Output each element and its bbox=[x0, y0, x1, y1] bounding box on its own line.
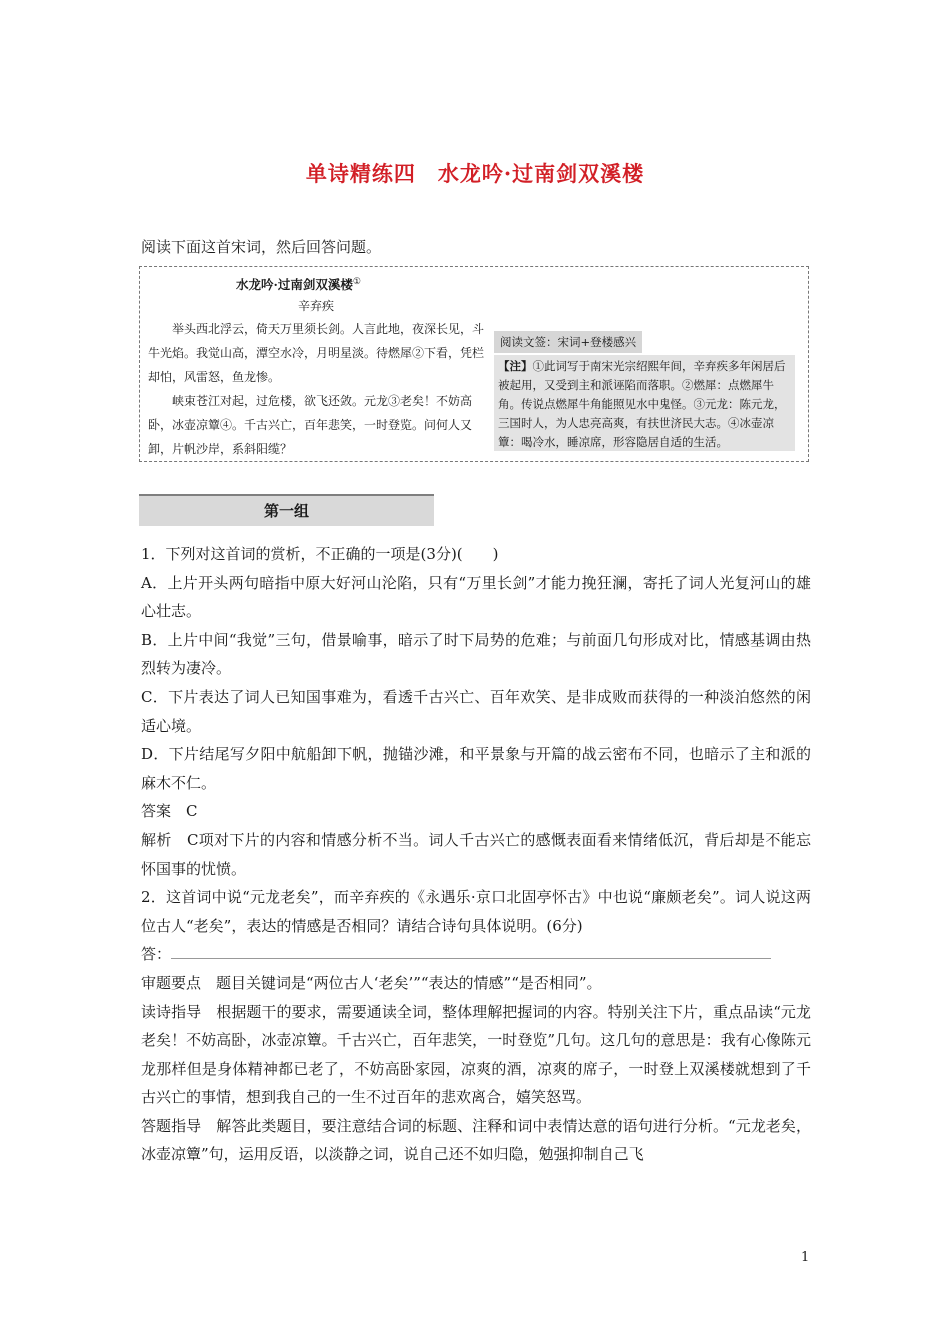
analysis-1: 解析 C项对下片的内容和情感分析不当。词人千古兴亡的感慨表面看来情绪低沉，背后却是不能忘怀国事的忧愤。 bbox=[141, 830, 811, 878]
poem-box bbox=[139, 266, 809, 462]
answer-guide: 答题指导 解答此类题目，要注意结合词的标题、注释和词中表情达意的语句进行分析。“元龙老矣，冰壶凉簟”句，运用反语，以淡静之词，说自己还不如归隐，勉强抑制自己飞 bbox=[141, 1116, 811, 1164]
poem-stanza-1: 举头西北浮云，倚天万里须长剑。人言此地，夜深长见，斗牛光焰。我觉山高，潭空水冷，月明星淡。待燃犀②下看，凭栏却怕，风雷怒，鱼龙惨。 bbox=[148, 322, 485, 384]
poem-stanza-2: 峡束苍江对起，过危楼，欲飞还敛。元龙③老矣！不妨高卧，冰壶凉簟④。千古兴亡，百年悲笑，一时登览。问何人又卸，片帆沙岸，系斜阳缆？ bbox=[148, 394, 473, 456]
poem-notes: 【注】①此词写于南宋光宗绍熙年间，辛弃疾多年闲居后被起用，又受到主和派诬陷而落职。②燃犀：点燃犀牛角。传说点燃犀牛角能照见水中鬼怪。③元龙：陈元龙，三国时人，为人忠亮高爽，有扶世济民大志。④冰壶凉簟：喝冷水，睡凉席，形容隐居自适的生活。 bbox=[494, 355, 795, 451]
option-a: A．上片开头两句暗指中原大好河山沦陷，只有“万里长剑”才能力挽狂澜，寄托了词人光复河山的雄心壮志。 bbox=[141, 573, 811, 621]
question-1-stem: 1．下列对这首词的赏析，不正确的一项是(3分)( ) bbox=[141, 545, 499, 563]
option-c: C．下片表达了词人已知国事难为，看透千古兴亡、百年欢笑、是非成败而获得的一种淡泊悠然的闲适心境。 bbox=[141, 687, 811, 735]
group-heading: 第一组 bbox=[139, 494, 434, 526]
option-d: D．下片结尾写夕阳中航船卸下帆，抛锚沙滩，和平景象与开篇的战云密布不同，也暗示了主和派的麻木不仁。 bbox=[141, 745, 811, 792]
reading-guide: 读诗指导 根据题干的要求，需要通读全词，整体理解把握词的内容。特别关注下片，重点品读“元龙老矣！不妨高卧，冰壶凉簟。千古兴亡，百年悲笑，一时登览”几句。这几句的意思是：我有心像陈元龙那样但是身体精神都已老了，不妨高卧家园，凉爽的酒，凉爽的席子，一时登上双溪楼就想到了千古兴亡的事情，想到我自己的一生不过百年的悲欢离合，嬉笑怒骂。 bbox=[141, 1002, 811, 1107]
page-number: 1 bbox=[801, 1250, 810, 1265]
answer-blank bbox=[171, 944, 771, 959]
option-b: B．上片中间“我觉”三句，借景喻事，暗示了时下局势的危难；与前面几句形成对比，情感基调由热烈转为凄冷。 bbox=[141, 630, 811, 678]
poem-author: 辛弃疾 bbox=[298, 299, 335, 313]
reading-tag: 阅读文签：宋词+登楼感兴 bbox=[494, 331, 642, 353]
poem-title: 水龙吟·过南剑双溪楼① bbox=[236, 276, 361, 292]
answer-2-line: 答： bbox=[141, 940, 811, 969]
questions bbox=[141, 540, 811, 1169]
answer-1: 答案 C bbox=[141, 802, 198, 821]
page-title: 单诗精练四 水龙吟·过南剑双溪楼 bbox=[305, 161, 645, 186]
key-points: 审题要点 题目关键词是“两位古人‘老矣’”“表达的情感”“是否相同”。 bbox=[141, 973, 602, 992]
question-2-stem: 2．这首词中说“元龙老矣”，而辛弃疾的《永遇乐·京口北固亭怀古》中也说“廉颇老矣”。词人说这两位古人“老矣”，表达的情感是否相同？请结合诗句具体说明。(6分) bbox=[141, 888, 811, 935]
instruction-text: 阅读下面这首宋词，然后回答问题。 bbox=[141, 238, 382, 256]
poem-text bbox=[148, 317, 486, 461]
